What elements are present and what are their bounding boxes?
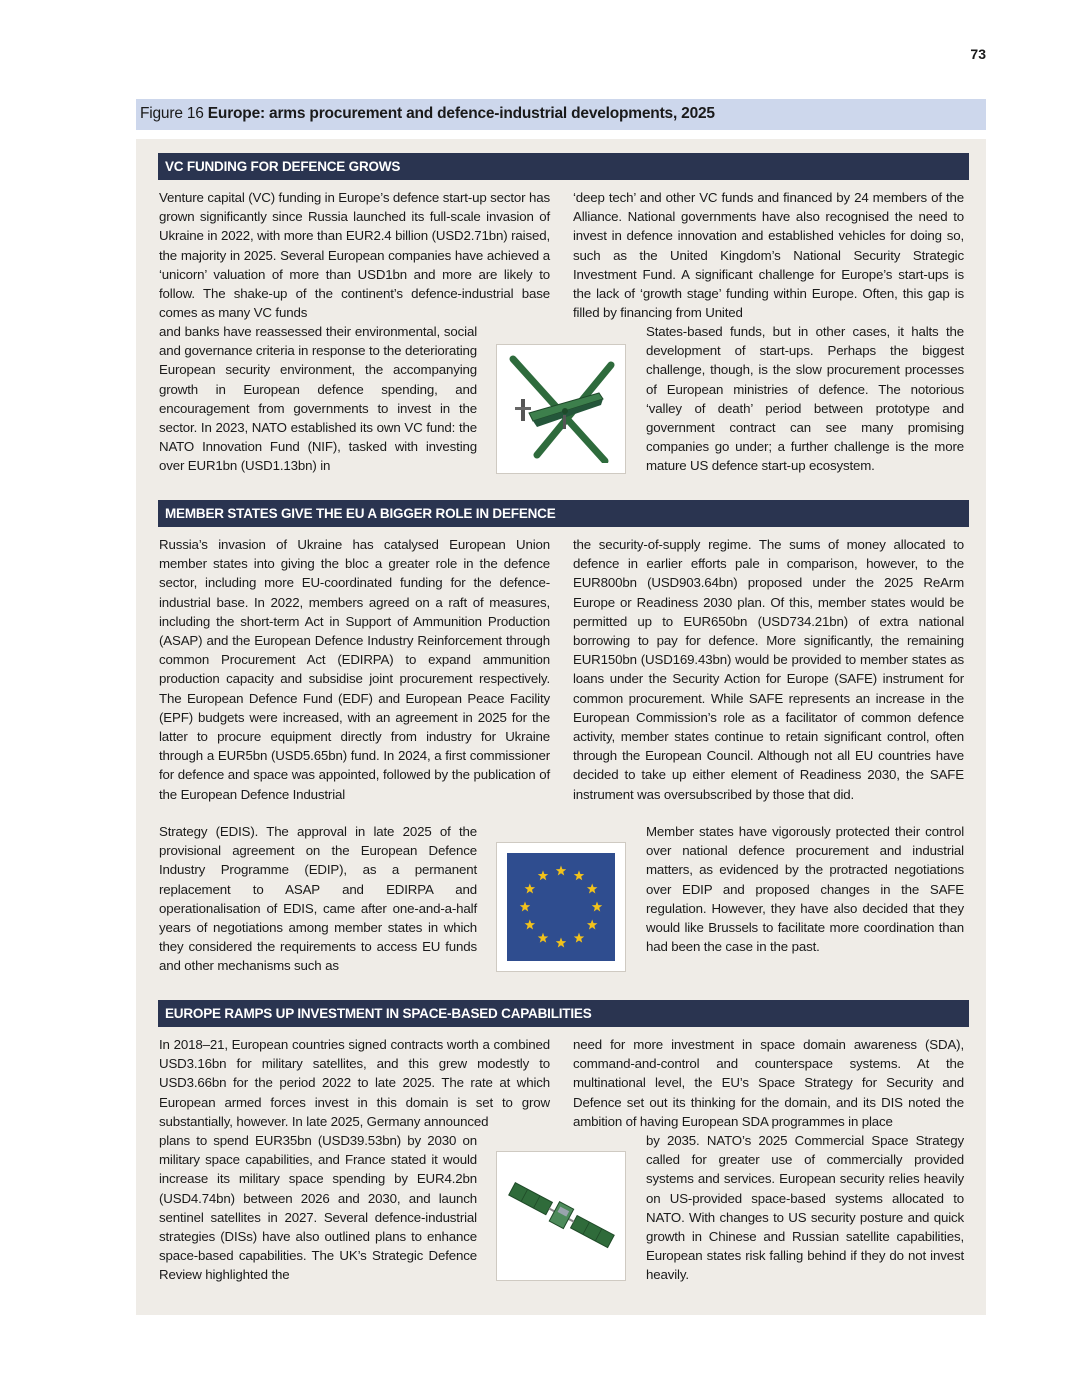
section-1-left-top-text: Venture capital (VC) funding in Europe’s defence start-up sector has grown significantly since Russia launched its full-scale invasion of Ukraine in 2022, with more than EUR2.4 billion (USD2.71bn) raised, the majority in 2025. Several European companies have achieved a ‘unicorn’ valuation of more than USD1bn and more are likely to follow. The shake-up of the continent’s defence-industrial base comes as many VC funds	[159, 190, 550, 321]
figure-header	[136, 99, 986, 130]
section-2-left-top-text: Russia’s invasion of Ukraine has catalysed European Union member states into giving the bloc a greater role in the defence sector, including more EU-coordinated funding for the defence-industrial base. In 2022, members agreed on a raft of measures, including the short-term Act in Support of Ammunition Production (ASAP) and the European Defence Industry Reinforcement through common Procurement Act (EDIRPA) to expand ammunition production capacity and subsidise joint procurement respectively. The European Defence Fund (EDF) and European Peace Facility (EPF) budgets were increased, with an agreement in 2025 for the latter to procure equipment directly from industry for Ukraine through a EUR5bn (USD5.65bn) fund. In 2024, a first commissioner for defence and space was appointed, followed by the publication of the European Defence Industrial	[159, 537, 550, 802]
section-3-left-bottom-text: plans to spend EUR35bn (USD39.53bn) by 2030 on military space capabilities, and France stated it would increase its military space spending by EUR4.2bn (USD4.74bn) between 2026 and 2030, and launch sentinel satellites in 2027. Several defence-industrial strategies (DISs) have also outlined plans to enhance space-based capabilities. The UK’s Strategic Defence Review highlighted the	[159, 1133, 477, 1283]
section-2-left-bottom-text: Strategy (EDIS). The approval in late 2025 of the provisional agreement on the European Defence Industry Programme (EDIP), as a permanent replacement to ASAP and EDIRPA and operationalisation of EDIS, came after one-and-a-half years of negotiations among member states in which they considered the requirements to access EU funds and other mechanisms such as	[159, 824, 477, 974]
eu-flag-icon	[507, 853, 615, 961]
eu-flag-image	[496, 842, 626, 972]
section-3-right-bottom-text: by 2035. NATO’s 2025 Commercial Space Strategy called for greater use of commercially provided systems and services. European security relies heavily on US-provided space-based systems allocated to NATO. With changes to US security posture and quick growth in Chinese and Russian satellite capabilities, European states risk falling behind if they do not invest heavily.	[646, 1133, 964, 1283]
drone-icon	[507, 355, 615, 463]
figure-title: Europe: arms procurement and defence-industrial developments, 2025	[207, 105, 715, 122]
drone-image	[496, 344, 626, 474]
satellite-image	[496, 1151, 626, 1281]
section-heading-eu-role: MEMBER STATES GIVE THE EU A BIGGER ROLE IN DEFENCE	[158, 500, 969, 527]
section-1-left-bottom-text: and banks have reassessed their environmental, social and governance criteria in response to the deteriorating European security environment, the accompanying growth in European defence spending, and encouragement from governments to invest in the sector. In 2023, NATO established its own VC fund: the NATO Innovation Fund (NIF), tasked with investing over EUR1bn (USD1.13bn) in	[159, 324, 477, 474]
page-number: 73	[970, 46, 986, 62]
satellite-icon	[507, 1162, 615, 1270]
section-1-right-top-text: ‘deep tech’ and other VC funds and financed by 24 members of the Alliance. National governments have also recognised the need to invest in defence innovation and established vehicles for doing so, such as the United Kingdom’s National Security Strategic Investment Fund. A significant challenge for Europe’s start-ups is the lack of ‘growth stage’ funding within Europe. Often, this gap is filled by financing from United	[573, 190, 964, 321]
figure-label: Figure 16	[140, 105, 204, 122]
section-1-right-bottom-text: States-based funds, but in other cases, it halts the development of start-ups. Perhaps the biggest challenge, though, is the slow procurement processes of European ministries of defence. The notorious ‘valley of death’ period between prototype and government contract can see many promising companies go under; a further challenge is the more mature US defence start-up ecosystem.	[646, 324, 964, 474]
section-heading-space: EUROPE RAMPS UP INVESTMENT IN SPACE-BASED CAPABILITIES	[158, 1000, 969, 1027]
section-2-right-bottom-text: Member states have vigorously protected their control over national defence procurement and industrial matters, as evidenced by the protracted negotiations over EDIP and proposed changes in the SAFE regulation. However, they have also decided that they would like Brussels to facilitate more coordination than had been the case in the past.	[646, 824, 964, 955]
section-heading-vc-funding: VC FUNDING FOR DEFENCE GROWS	[158, 153, 969, 180]
section-3-left-top-text: In 2018–21, European countries signed contracts worth a combined USD3.16bn for military satellites, and this grew modestly to USD3.66bn for the period 2022 to late 2025. The rate at which European armed forces invest in this domain is set to grow substantially, however. In late 2025, Germany announced	[159, 1037, 550, 1129]
section-2-right-top-text: the security-of-supply regime. The sums of money allocated to defence in earlier efforts pale in comparison, however, to the EUR800bn (USD903.64bn) proposed under the 2025 ReArm Europe or Readiness 2030 plan. Of this, member states would be permitted up to EUR650bn (USD734.21bn) of extra national borrowing to pay for defence. More significantly, the remaining EUR150bn (USD169.43bn) would be provided to member states as loans under the Security Action for Europe (SAFE) instrument for common procurement. While SAFE represents an increase in the European Commission’s role as a facilitator of common defence activity, member states continue to retain significant control, often through the European Council. Although not all EU countries have decided to take up either element of Readiness 2030, the SAFE instrument was oversubscribed by those that did.	[573, 537, 964, 802]
section-3-right-top-text: need for more investment in space domain awareness (SDA), command-and-control and counterspace systems. At the multinational level, the EU’s Space Strategy for Security and Defence set out its thinking for the domain, and its DIS noted the ambition of having European SDA programmes in place	[573, 1037, 964, 1129]
